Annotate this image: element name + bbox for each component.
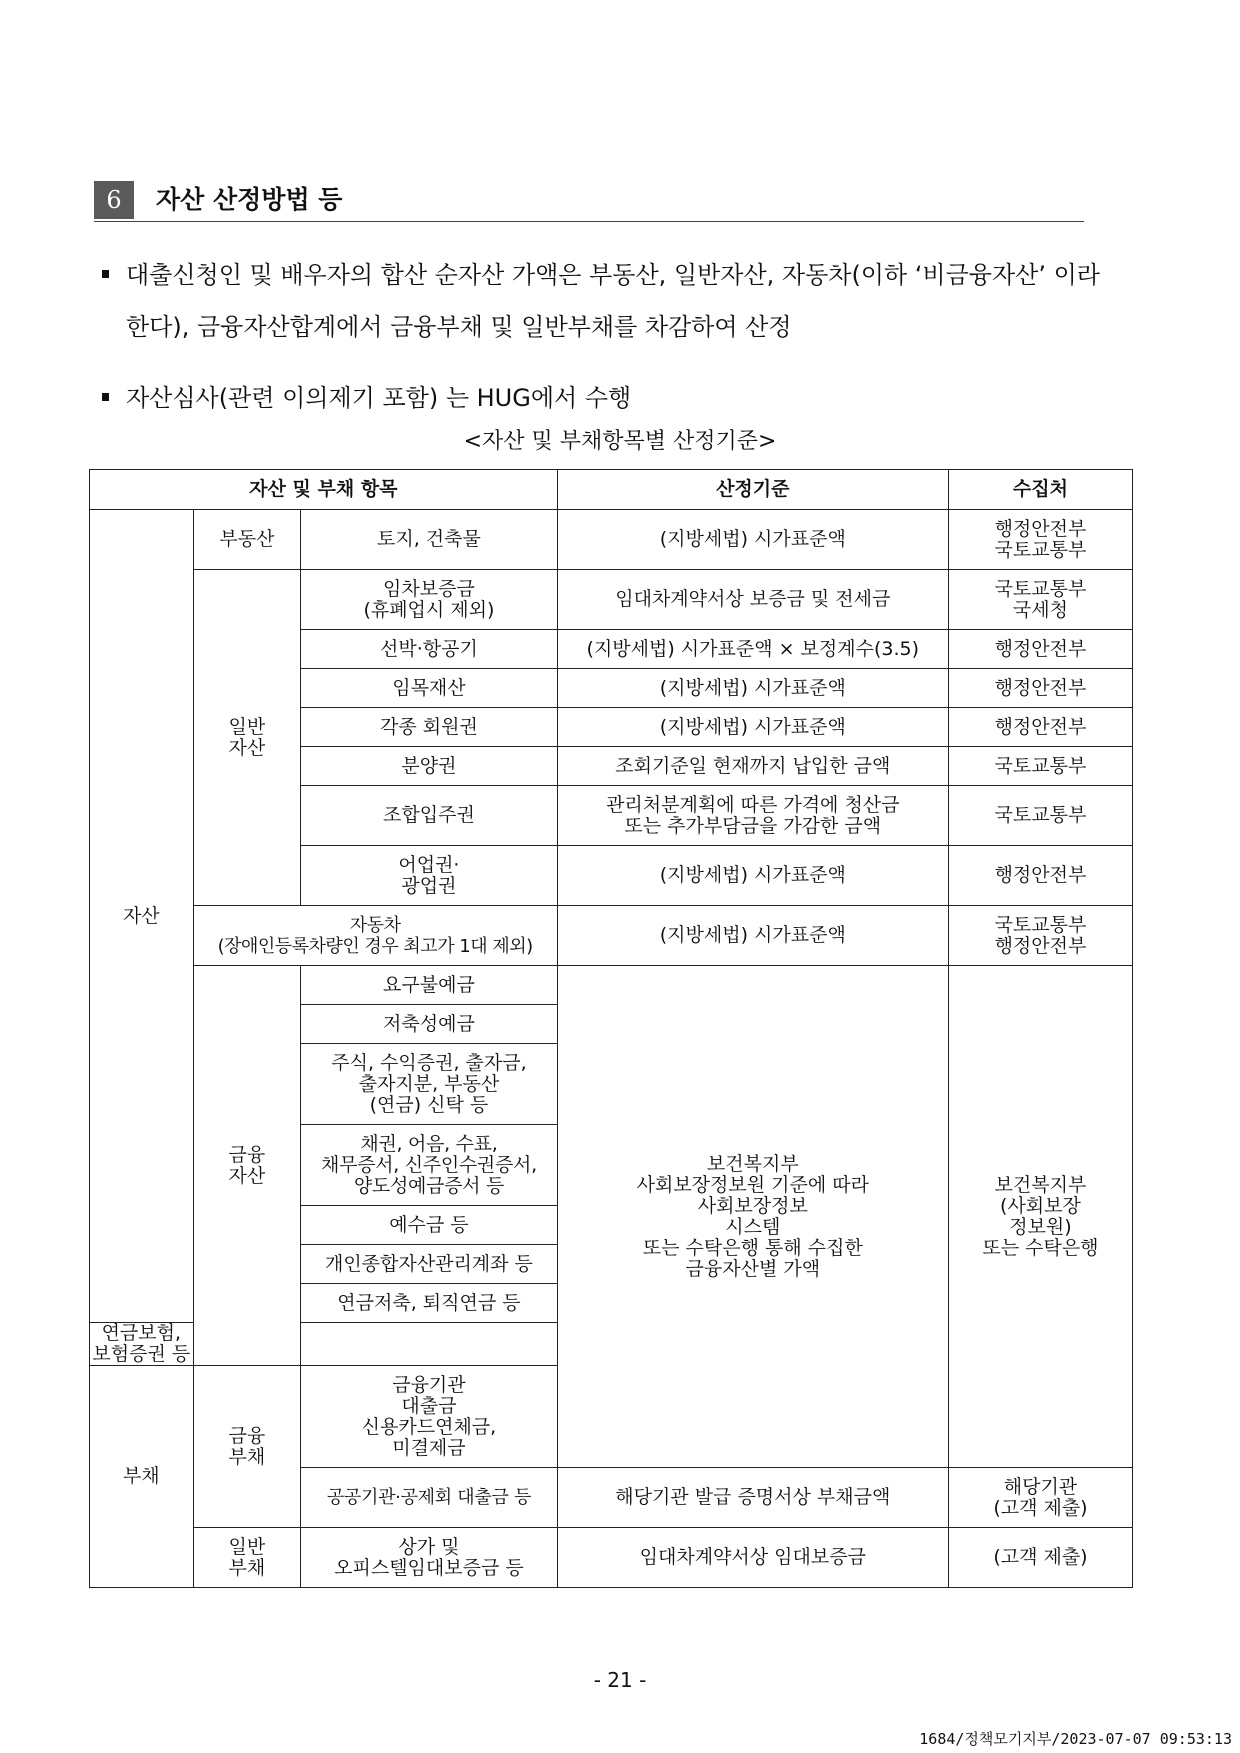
item-cell: 연금보험, 보험증권 등 <box>90 1323 194 1366</box>
criteria-cell: 해당기관 발급 증명서상 부채금액 <box>557 1468 948 1528</box>
item-cell <box>301 1528 557 1588</box>
header-criteria: 산정기준 <box>557 470 948 510</box>
subgroup-label: 금융 자산 <box>228 1143 266 1187</box>
section-number: 6 <box>94 181 134 219</box>
source-cell: 국토교통부 <box>948 747 1132 786</box>
page-number: - 21 - <box>593 1668 647 1692</box>
table-row <box>90 906 1133 966</box>
table-row <box>90 570 1133 630</box>
item-cell: 분양권 <box>301 747 557 786</box>
subgroup-general-debt <box>193 1528 301 1588</box>
group-asset: 자산 <box>90 510 194 1323</box>
section-heading <box>94 181 1084 222</box>
criteria-cell: (지방세법) 시가표준액 <box>557 669 948 708</box>
item-cell: 토지, 건축물 <box>301 510 557 570</box>
asset-criteria-table <box>89 469 1133 1588</box>
source-cell: 행정안전부 <box>948 630 1132 669</box>
item-cell: 저축성예금 <box>301 1005 557 1044</box>
criteria-cell: (지방세법) 시가표준액 <box>557 906 948 966</box>
item-cell <box>301 1044 557 1125</box>
subgroup-financial-asset <box>193 966 301 1366</box>
subgroup-label: 금융 부채 <box>228 1424 266 1468</box>
source-cell: 행정안전부 <box>948 669 1132 708</box>
criteria-cell: 임대차계약서상 임대보증금 <box>557 1528 948 1588</box>
bullet-item <box>102 249 1112 353</box>
criteria-text: 관리처분계획에 따른 가격에 청산금 또는 추가부담금을 가감한 금액 <box>606 793 900 837</box>
source-text: 국토교통부 국세청 <box>994 577 1087 621</box>
item-text: 금융기관 대출금 신용카드연체금, 미결제금 <box>361 1373 497 1459</box>
source-text: 해당기관 (고객 제출) <box>993 1475 1088 1519</box>
table-row <box>90 966 1133 1005</box>
group-liability: 부채 <box>90 1366 194 1588</box>
criteria-cell: (지방세법) 시가표준액 <box>557 708 948 747</box>
table-row <box>90 1528 1133 1588</box>
subgroup-financial-debt <box>193 1366 301 1528</box>
header-source: 수집처 <box>948 470 1132 510</box>
item-cell <box>301 846 557 906</box>
bullet-text: 대출신청인 및 배우자의 합산 순자산 가액은 부동산, 일반자산, 자동차(이하 ‘비금융자산’ 이라 한다), 금융자산합계에서 금융부채 및 일반부채를 차감하여 산정 <box>126 261 1100 341</box>
subgroup-car <box>193 906 557 966</box>
subgroup-real-estate: 부동산 <box>193 510 301 570</box>
criteria-cell: (지방세법) 시가표준액 <box>557 846 948 906</box>
item-cell: 연금저축, 퇴직연금 등 <box>301 1284 557 1323</box>
item-cell <box>301 570 557 630</box>
source-cell: 행정안전부 <box>948 708 1132 747</box>
source-cell: 행정안전부 <box>948 846 1132 906</box>
item-text: 임차보증금 (휴폐업시 제외) <box>363 577 495 621</box>
table-row <box>90 510 1133 570</box>
source-cell <box>948 570 1132 630</box>
item-text: 상가 및 오피스텔임대보증금 등 <box>334 1535 524 1579</box>
item-cell: 임목재산 <box>301 669 557 708</box>
table-header-row <box>90 470 1133 510</box>
item-cell: 요구불예금 <box>301 966 557 1005</box>
source-cell: (고객 제출) <box>948 1528 1132 1588</box>
source-cell <box>948 1468 1132 1528</box>
item-cell <box>301 1366 557 1468</box>
section-title: 자산 산정방법 등 <box>156 185 343 214</box>
criteria-cell: (지방세법) 시가표준액 × 보정계수(3.5) <box>557 630 948 669</box>
item-text: 주식, 수익증권, 출자금, 출자지분, 부동산 (연금) 신탁 등 <box>331 1051 527 1116</box>
item-text: 어업권· 광업권 <box>398 853 460 897</box>
source-cell <box>948 510 1132 570</box>
subgroup-label: 일반 부채 <box>228 1535 266 1579</box>
item-cell: 예수금 등 <box>301 1206 557 1245</box>
table-caption: <자산 및 부채항목별 산정기준> <box>463 429 777 454</box>
source-text: 행정안전부 국토교통부 <box>994 517 1087 561</box>
item-cell <box>301 1125 557 1206</box>
criteria-cell: 임대차계약서상 보증금 및 전세금 <box>557 570 948 630</box>
subgroup-general-asset <box>193 570 301 906</box>
bullet-text: 자산심사(관련 이의제기 포함) 는 HUG에서 수행 <box>126 384 632 412</box>
source-text: 국토교통부 행정안전부 <box>994 913 1087 957</box>
subgroup-label: 일반 자산 <box>228 715 266 759</box>
print-stamp: 1684/정책모기지부/2023-07-07 09:53:13 <box>919 1730 1232 1748</box>
item-cell: 조합입주권 <box>301 786 557 846</box>
item-cell: 개인종합자산관리계좌 등 <box>301 1245 557 1284</box>
subgroup-label: 자동차 (장애인등록차량인 경우 최고가 1대 제외) <box>217 914 533 957</box>
item-text: 채권, 어음, 수표, 채무증서, 신주인수권증서, 양도성예금증서 등 <box>321 1132 537 1197</box>
criteria-cell: 조회기준일 현재까지 납입한 금액 <box>557 747 948 786</box>
criteria-cell: (지방세법) 시가표준액 <box>557 510 948 570</box>
criteria-text: 보건복지부 사회보장정보원 기준에 따라 사회보장정보 시스템 또는 수탁은행 통해 수집한 금융자산별 가액 <box>636 1152 869 1280</box>
item-cell: 각종 회원권 <box>301 708 557 747</box>
item-cell: 공공기관·공제회 대출금 등 <box>301 1468 557 1528</box>
bullet-item <box>102 372 1112 424</box>
criteria-cell <box>557 786 948 846</box>
header-item: 자산 및 부채 항목 <box>90 470 558 510</box>
criteria-cell-financial <box>557 966 948 1468</box>
source-cell <box>948 906 1132 966</box>
source-cell: 국토교통부 <box>948 786 1132 846</box>
source-cell-financial <box>948 966 1132 1468</box>
source-text: 보건복지부 (사회보장 정보원) 또는 수탁은행 <box>982 1173 1099 1259</box>
item-cell: 선박·항공기 <box>301 630 557 669</box>
